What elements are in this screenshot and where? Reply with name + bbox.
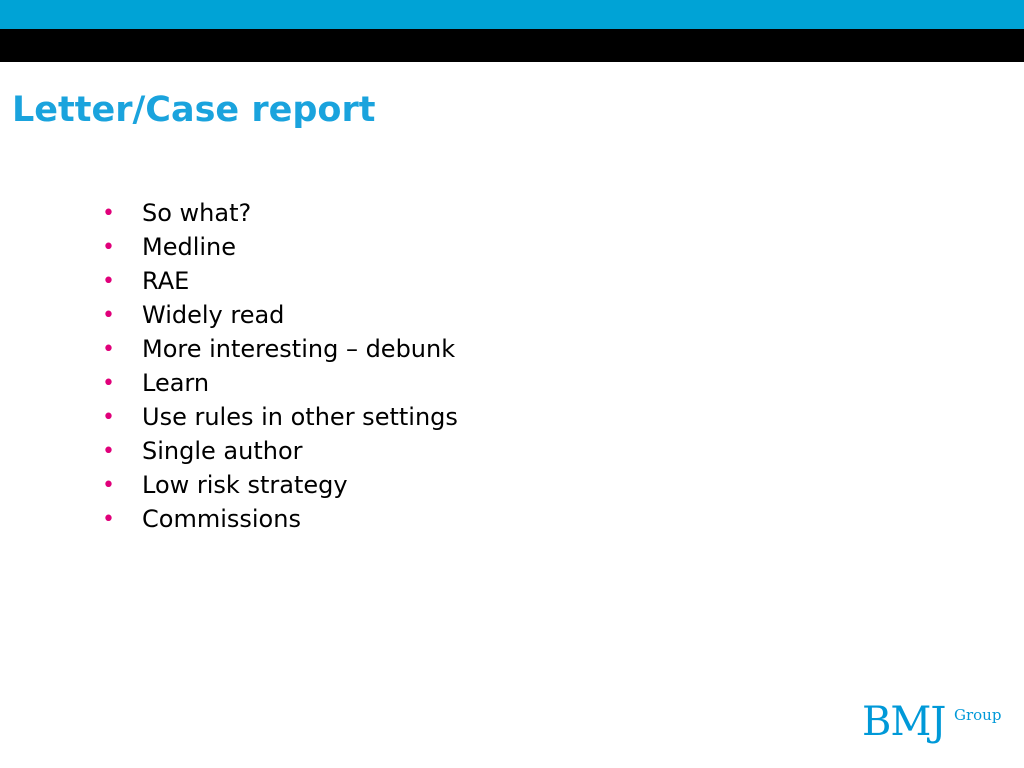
bullet-dot-icon: • (102, 200, 115, 226)
slide-title: Letter/Case report (12, 90, 376, 130)
bullet-dot-icon: • (102, 302, 115, 328)
bullet-dot-icon: • (102, 336, 115, 362)
top-accent-bar (0, 0, 1024, 29)
bullet-dot-icon: • (102, 438, 115, 464)
bullet-text: RAE (142, 267, 190, 295)
list-item (100, 298, 458, 332)
list-item (100, 366, 458, 400)
bullet-text: So what? (142, 199, 252, 227)
bullet-text: Widely read (142, 301, 285, 329)
bullet-text: Commissions (142, 505, 301, 533)
bullet-text: Single author (142, 437, 303, 465)
bullet-text: Use rules in other settings (142, 403, 458, 431)
bullet-dot-icon: • (102, 506, 115, 532)
header-band (0, 29, 1024, 62)
logo-main-text: BMJ (862, 699, 946, 745)
logo-sub-text: Group (954, 706, 1002, 724)
bullet-text: Medline (142, 233, 237, 261)
list-item (100, 264, 458, 298)
list-item (100, 434, 458, 468)
bullet-dot-icon: • (102, 404, 115, 430)
bullet-dot-icon: • (102, 234, 115, 260)
list-item (100, 502, 458, 536)
bullet-dot-icon: • (102, 472, 115, 498)
list-item (100, 196, 458, 230)
bullet-text: More interesting – debunk (142, 335, 456, 363)
bmj-group-logo (862, 694, 1012, 756)
list-item (100, 230, 458, 264)
bullet-dot-icon: • (102, 370, 115, 396)
bullet-text: Low risk strategy (142, 471, 348, 499)
bullet-list (100, 196, 458, 536)
list-item (100, 332, 458, 366)
list-item (100, 468, 458, 502)
bullet-text: Learn (142, 369, 210, 397)
list-item (100, 400, 458, 434)
bullet-dot-icon: • (102, 268, 115, 294)
